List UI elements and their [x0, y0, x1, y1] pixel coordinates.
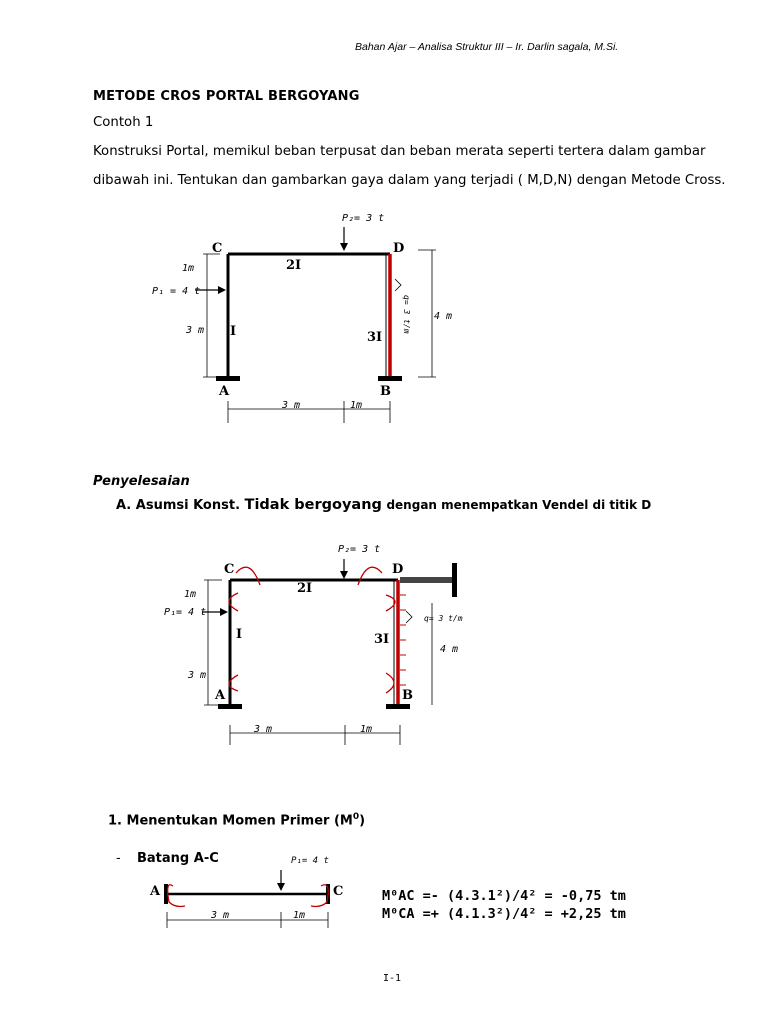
example-label: Contoh 1	[93, 115, 154, 130]
beam-node-c: C	[333, 884, 344, 899]
p1-load-label: P₁ = 4 t	[152, 286, 201, 297]
portal-frame-diagram	[140, 205, 480, 425]
step-a-heading	[116, 497, 651, 513]
p1-load-label-3: P₁= 4 t	[291, 856, 329, 866]
step-a-suffix: dengan menempatkan Vendel di titik D	[386, 498, 652, 512]
dim-3m-bottom: 3 m	[282, 400, 301, 411]
step-1-suffix: )	[359, 813, 366, 829]
node-c-label: C	[212, 241, 223, 256]
node-d-label: D	[393, 241, 405, 256]
step-1-prefix: 1. Menentukan Momen Primer (M	[108, 813, 353, 829]
step-1-superscript: 0	[352, 812, 360, 822]
fixed-support-b-2	[386, 704, 410, 709]
inertia-bd-label-2: 3I	[374, 632, 390, 647]
dim-3m-bottom-2: 3 m	[254, 724, 273, 735]
p2-arrowhead-2	[340, 571, 348, 579]
inertia-cd-label: 2I	[286, 258, 302, 273]
node-a-label-2: A	[215, 688, 226, 703]
q-load-label: q= 3 t/m	[402, 295, 411, 334]
p2-load-label-2: P₂= 3 t	[338, 544, 381, 555]
p1-arrowhead-3	[277, 883, 285, 891]
inertia-ac-label: I	[230, 324, 237, 339]
dim-1m-bottom: 1m	[350, 400, 363, 411]
batang-bullet: -	[116, 851, 121, 866]
formula-m-ca: M⁰CA =+ (4.1.3²)/4² = +2,25 tm	[382, 906, 626, 922]
step-a-prefix: A. Asumsi Konst.	[116, 498, 241, 513]
p1-load-label-2: P₁= 4 t	[164, 607, 207, 618]
beam-moment-arrows	[168, 885, 328, 907]
dim-4m-right: 4 m	[434, 311, 453, 322]
inertia-cd-label-2: 2I	[297, 581, 313, 596]
dim-1m-left-2: 1m	[184, 589, 197, 600]
dim-3m-left: 3 m	[186, 325, 205, 336]
q-load-label-2: q= 3 t/m	[424, 614, 463, 623]
p1-arrowhead	[218, 286, 226, 294]
solution-heading: Penyelesaian	[93, 474, 190, 489]
node-b-label-2: B	[402, 688, 413, 703]
step-1-heading	[108, 812, 365, 828]
beam-node-a: A	[150, 884, 161, 899]
inertia-bd-label: 3I	[367, 330, 383, 345]
batang-label: Batang A-C	[137, 851, 219, 866]
p2-load-label: P₂= 3 t	[342, 213, 385, 224]
p2-arrowhead	[340, 243, 348, 251]
formula-m-ac: M⁰AC =- (4.3.1²)/4² = -0,75 tm	[382, 888, 626, 904]
node-c-label-2: C	[224, 562, 235, 577]
q-load-marker	[395, 279, 401, 291]
dim-1m-left: 1m	[182, 263, 195, 274]
beam-ac-diagram	[145, 850, 355, 935]
page-number: I-1	[383, 973, 402, 984]
page-header: Bahan Ajar – Analisa Struktur III – Ir. Darlin sagala, M.Si.	[355, 41, 619, 53]
distributed-load-arrows	[400, 595, 406, 685]
p1-arrowhead-2	[220, 608, 228, 616]
page-title: METODE CROS PORTAL BERGOYANG	[93, 89, 360, 104]
dim-1m-bottom-2: 1m	[360, 724, 373, 735]
node-b-label: B	[380, 384, 391, 399]
portal-vendel-diagram	[150, 535, 480, 750]
inertia-ac-label-2: I	[236, 627, 243, 642]
vendel-link	[400, 577, 454, 583]
problem-text-line2: dibawah ini. Tentukan dan gambarkan gaya dalam yang terjadi ( M,D,N) dengan Metode Cross.	[93, 173, 726, 188]
fixed-support-b	[378, 376, 402, 381]
node-d-label-2: D	[392, 562, 404, 577]
node-a-label: A	[219, 384, 230, 399]
vendel-support	[452, 563, 457, 597]
beam-dim-1m: 1m	[293, 910, 306, 921]
dim-4m-right-2: 4 m	[440, 644, 459, 655]
step-a-emphasis: Tidak bergoyang	[244, 497, 382, 513]
dim-3m-left-2: 3 m	[188, 670, 207, 681]
beam-dim-3m: 3 m	[211, 910, 230, 921]
problem-text-line1: Konstruksi Portal, memikul beban terpusat dan beban merata seperti tertera dalam gambar	[93, 144, 706, 159]
